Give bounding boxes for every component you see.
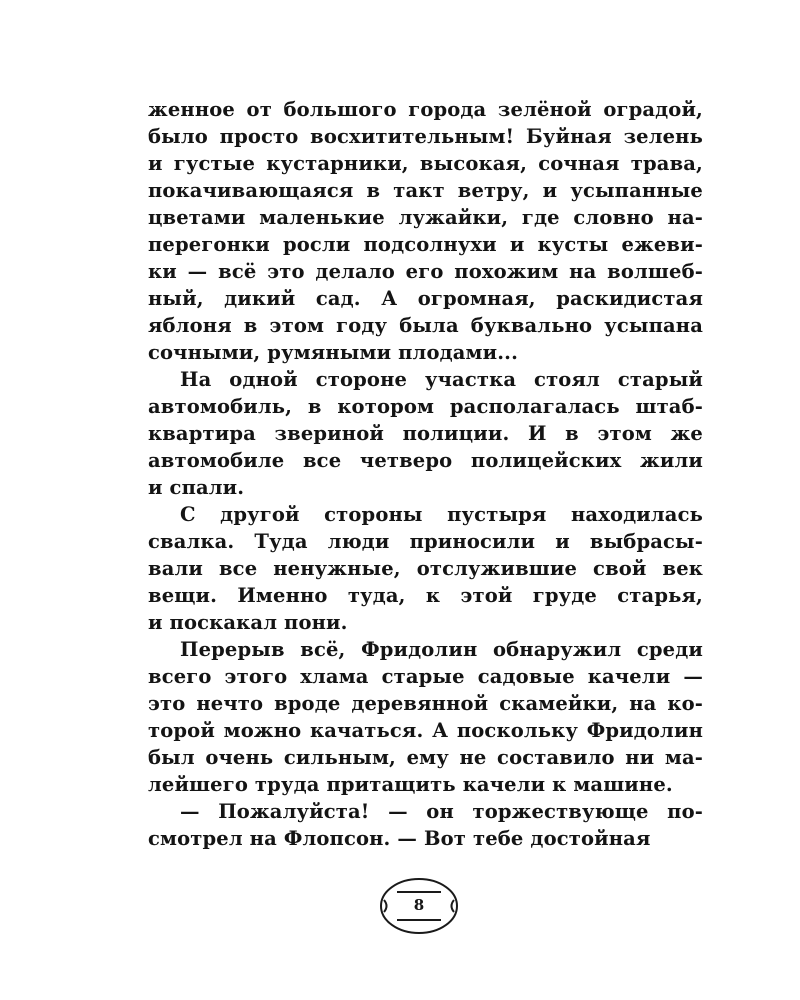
text-line: квартира звериной полиции. И в этом же: [148, 422, 703, 445]
text-line: Перерыв всё, Фридолин обнаружил среди: [180, 638, 703, 661]
text-line: автомобиле все четверо полицейских жили: [148, 449, 703, 472]
text-line: С другой стороны пустыря находилась: [180, 503, 703, 526]
text-line: вали все ненужные, отслужившие свой век: [148, 557, 703, 580]
text-line: автомобиль, в котором располагалась штаб-: [148, 395, 703, 418]
paragraph: [148, 636, 703, 798]
text-line: это нечто вроде деревянной скамейки, на ко-: [148, 692, 703, 715]
text-line: лейшего труда притащить качели к машине.: [148, 773, 673, 796]
text-line: покачивающаяся в такт ветру, и усыпанные: [148, 179, 703, 202]
page-number-ornament: [378, 876, 460, 936]
text-line: женное от большого города зелёной оградой,: [148, 98, 703, 121]
text-line: свалка. Туда люди приносили и выбрасы-: [148, 530, 703, 553]
text-line: вещи. Именно туда, к этой груде старья,: [148, 584, 703, 607]
page-number: 8: [413, 896, 425, 914]
paragraph: [148, 798, 703, 852]
text-line: всего этого хлама старые садовые качели —: [148, 665, 703, 688]
text-line: и густые кустарники, высокая, сочная трава,: [148, 152, 703, 175]
text-line: смотрел на Флопсон. — Вот тебе достойная: [148, 827, 651, 850]
text-line: яблоня в этом году была буквально усыпана: [148, 314, 703, 337]
text-line: было просто восхитительным! Буйная зелень: [148, 125, 703, 148]
text-line: цветами маленькие лужайки, где словно на-: [148, 206, 703, 229]
text-line: — Пожалуйста! — он торжествующе по-: [180, 800, 703, 823]
text-line: ный, дикий сад. А огромная, раскидистая: [148, 287, 703, 310]
text-line: ки — всё это делало его похожим на волшеб-: [148, 260, 703, 283]
text-line: перегонки росли подсолнухи и кусты ежеви-: [148, 233, 703, 256]
body-text: [148, 96, 703, 852]
paragraph: [148, 501, 703, 636]
text-line: сочными, румяными плодами...: [148, 341, 519, 364]
text-line: торой можно качаться. А поскольку Фридолин: [148, 719, 703, 742]
text-line: был очень сильным, ему не составило ни ма-: [148, 746, 703, 769]
text-line: и поскакал пони.: [148, 611, 348, 634]
text-line: и спали.: [148, 476, 245, 499]
text-line: На одной стороне участка стоял старый: [180, 368, 703, 391]
paragraph: [148, 96, 703, 366]
paragraph: [148, 366, 703, 501]
